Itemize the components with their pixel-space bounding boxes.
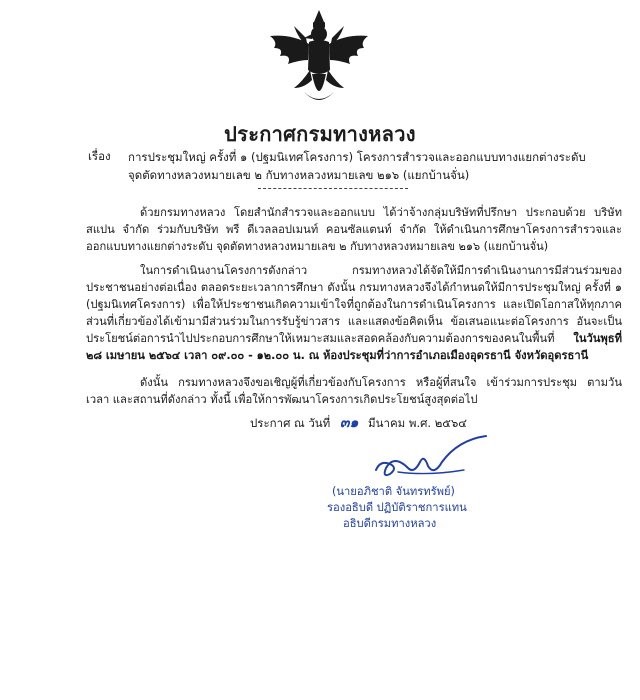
- date-month-year: มีนาคม พ.ศ. ๒๕๖๔: [368, 416, 468, 430]
- signatory-position: รองอธิบดี ปฏิบัติราชการแทน: [327, 501, 467, 514]
- paragraph-1: ด้วยกรมทางหลวง โดยสำนักสำรวจและออกแบบ ได้ว่าจ้างกลุ่มบริษัทที่ปรึกษา ประกอบด้วย บริษัท สแปน จำกัด ร่วมกับบริษัท พรี ดีเวลลอปเมนท์ คอนซัลแตนท์ จำกัด ให้ดำเนินการศึกษาโครงการสำรวจและออกแบบทางแยกต่างระดับ จุดตัดทางหลวงหมายเลข ๒ กับทางหลวงหมายเลข ๒๑๖ (แยกบ้านจั่น): [86, 206, 622, 253]
- garuda-emblem-icon: [264, 8, 374, 112]
- announcement-date: [250, 412, 467, 434]
- signatory-name: (นายอภิชาติ จันทรทรัพย์): [332, 485, 455, 498]
- subject-text: การประชุมใหญ่ ครั้งที่ ๑ (ปฐมนิเทศโครงการ) โครงการสำรวจและออกแบบทางแยกต่างระดับ จุดตัดทางหลวงหมายเลข ๒ กับทางหลวงหมายเลข ๒๑๖ (แยกบ้านจั่น): [128, 150, 586, 182]
- date-day: ๓๑: [339, 415, 359, 431]
- paragraph-3: ดังนั้น กรมทางหลวงจึงขอเชิญผู้ที่เกี่ยวข้องกับโครงการ หรือผู้ที่สนใจ เข้าร่วมการประชุม ตามวัน เวลา และสถานที่ดังกล่าว ทั้งนี้ เพื่อให้การพัฒนาโครงการเกิดประโยชน์สูงสุดต่อไป: [86, 376, 622, 406]
- date-prefix: ประกาศ ณ วันที่: [250, 416, 331, 430]
- subject-label: เรื่อง: [88, 149, 111, 163]
- divider-line: [258, 188, 408, 189]
- signatory-org: อธิบดีกรมทางหลวง: [343, 517, 437, 530]
- announcement-title: ประกาศกรมทางหลวง: [224, 122, 416, 146]
- paragraph-2: [86, 262, 622, 364]
- handwritten-signature-icon: [368, 432, 498, 480]
- meeting-date-location: ในวันพุธที่ ๒๘ เมษายน ๒๕๖๔ เวลา ๐๙.๐๐ - ๑๒.๐๐ น. ณ ห้องประชุมที่ว่าการอำเภอเมืองอุดรธานี จังหวัดอุดรธานี: [86, 332, 622, 362]
- paragraph-2-text: ในการดำเนินงานโครงการดังกล่าว กรมทางหลวงได้จัดให้มีการดำเนินงานการมีส่วนร่วมของประชาชนอย่างต่อเนื่อง ตลอดระยะเวลาการศึกษา ดังนั้น กรมทางหลวงจึงได้กำหนดให้มีการประชุมใหญ่ ครั้งที่ ๑ (ปฐมนิเทศโครงการ) เพื่อให้ประชาชนเกิดความเข้าใจที่ถูกต้องในการดำเนินโครงการ และเปิดโอกาสให้ทุกภาคส่วนที่เกี่ยวข้องได้เข้ามามีส่วนร่วมในการรับรู้ข่าวสาร และแสดงข้อคิดเห็น ข้อเสนอแนะต่อโครงการ อันจะเป็นประโยชน์ต่อการนำไปประกอบการศึกษาให้เหมาะสมและสอดคล้องกับความต้องการของคนในพื้นที่: [86, 264, 622, 345]
